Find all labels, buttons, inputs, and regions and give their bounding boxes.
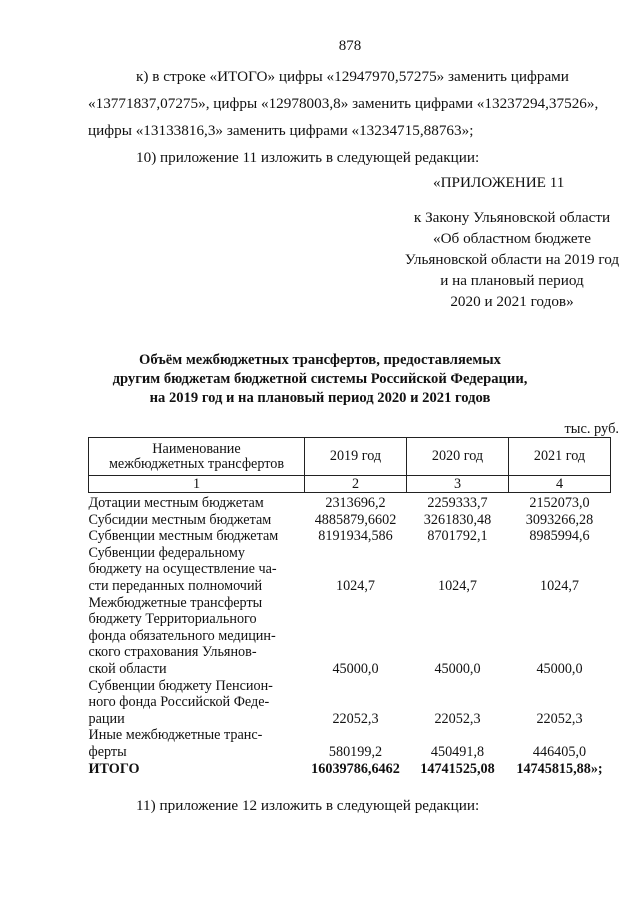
row-name-line: сти переданных полномочий (88, 577, 263, 594)
value-2021: 8985994,6 (529, 528, 590, 545)
paragraph-k-line-3: цифры «13133816,3» заменить цифрами «13234715,88763»; (88, 122, 474, 139)
row-name-line: Субвенции местным бюджетам (88, 528, 279, 545)
unit-label: тыс. руб. (564, 421, 619, 437)
row-name-line: ного фонда Российской Феде- (88, 694, 270, 711)
header-name: Наименование межбюджетных трансфертов (89, 438, 305, 476)
value-2021: 2152073,0 (529, 495, 590, 511)
value-2021: 446405,0 (532, 743, 587, 760)
row-name (89, 545, 305, 595)
value-2020: 22052,3 (434, 710, 481, 727)
total-label: ИТОГО (88, 760, 140, 777)
col-number: 3 (407, 476, 509, 493)
value-2019: 45000,0 (332, 660, 379, 677)
header-2021: 2021 год (509, 438, 611, 476)
value-2021: 3093266,28 (525, 511, 594, 528)
value-2021: 1024,7 (539, 577, 579, 594)
value-2021: 22052,3 (536, 710, 583, 727)
row-name-line: рации (88, 710, 125, 727)
row-name-line: Дотации местным бюджетам (88, 495, 264, 511)
header-2019: 2019 год (305, 438, 407, 476)
table-row (89, 678, 611, 728)
row-name (89, 678, 305, 728)
row-name-line: Межбюджетные трансферты (88, 594, 263, 611)
row-name (89, 512, 305, 529)
row-name-line: ской области (88, 660, 167, 677)
value-2019: 2313696,2 (325, 495, 386, 511)
row-name-line: Субвенции бюджету Пенсион- (88, 677, 273, 694)
appendix-line: к Закону Ульяновской области (413, 209, 611, 226)
table-row (89, 493, 611, 512)
value-2019: 1024,7 (335, 577, 375, 594)
row-name-line: Субвенции федеральному (88, 544, 245, 561)
value-2020: 1024,7 (437, 577, 477, 594)
column-number-row (89, 476, 611, 493)
table-row (89, 528, 611, 545)
total-2019: 16039786,6462 (311, 760, 400, 777)
total-row (89, 761, 611, 778)
value-2020: 45000,0 (434, 660, 481, 677)
table-title-line: Объём межбюджетных трансфертов, предоставляемых (139, 352, 501, 368)
total-2021: 14745815,88»; (516, 760, 603, 777)
paragraph-k-line-1: к) в строке «ИТОГО» цифры «12947970,57275» заменить цифрами (136, 68, 569, 85)
row-name (89, 727, 305, 760)
value-2019: 580199,2 (328, 743, 383, 760)
value-2019: 8191934,586 (318, 528, 393, 545)
appendix-line: и на плановый период (440, 272, 584, 289)
appendix-reference (377, 207, 640, 312)
table-title-line: другим бюджетам бюджетной системы Российской Федерации, (112, 371, 528, 387)
total-2020: 14741525,08 (420, 760, 495, 777)
paragraph-11: 11) приложение 12 изложить в следующей редакции: (136, 797, 480, 814)
value-2020: 3261830,48 (423, 511, 492, 528)
value-2019: 4885879,6602 (314, 511, 397, 528)
row-name-line: ского страхования Ульянов- (88, 644, 257, 661)
col-number: 4 (509, 476, 611, 493)
value-2019: 22052,3 (332, 710, 379, 727)
header-2020: 2020 год (407, 438, 509, 476)
value-2021: 45000,0 (536, 660, 583, 677)
table-header-row (89, 438, 611, 476)
appendix-label: «ПРИЛОЖЕНИЕ 11 (433, 174, 565, 191)
table-row (89, 545, 611, 595)
row-name-line: фонда обязательного медицин- (88, 627, 276, 644)
page-number: 878 (338, 38, 362, 54)
paragraph-10: 10) приложение 11 изложить в следующей редакции: (136, 149, 480, 166)
value-2020: 450491,8 (430, 743, 485, 760)
row-name (89, 528, 305, 545)
row-name-line: Иные межбюджетные транс- (88, 727, 263, 744)
col-number: 1 (89, 476, 305, 493)
table-row (89, 512, 611, 529)
value-2020: 2259333,7 (427, 495, 488, 511)
row-name (89, 493, 305, 512)
row-name-line: ферты (88, 743, 127, 760)
row-name-line: Субсидии местным бюджетам (88, 511, 272, 528)
table-title-line: на 2019 год и на плановый период 2020 и 2021 годов (149, 390, 491, 406)
row-name (89, 595, 305, 678)
appendix-line: 2020 и 2021 годов» (450, 293, 574, 310)
row-name-line: бюджету Территориального (88, 611, 257, 628)
table-row (89, 595, 611, 678)
col-number: 2 (305, 476, 407, 493)
table-title (0, 351, 640, 408)
appendix-line: «Об областном бюджете (432, 230, 591, 247)
table-row (89, 727, 611, 760)
row-name-line: бюджету на осуществление ча- (88, 561, 277, 578)
appendix-line: Ульяновской области на 2019 год (404, 251, 620, 268)
value-2020: 8701792,1 (427, 528, 488, 545)
paragraph-k-line-2: «13771837,07275», цифры «12978003,8» заменить цифрами «13237294,37526», (88, 95, 599, 112)
transfers-table (88, 437, 611, 777)
